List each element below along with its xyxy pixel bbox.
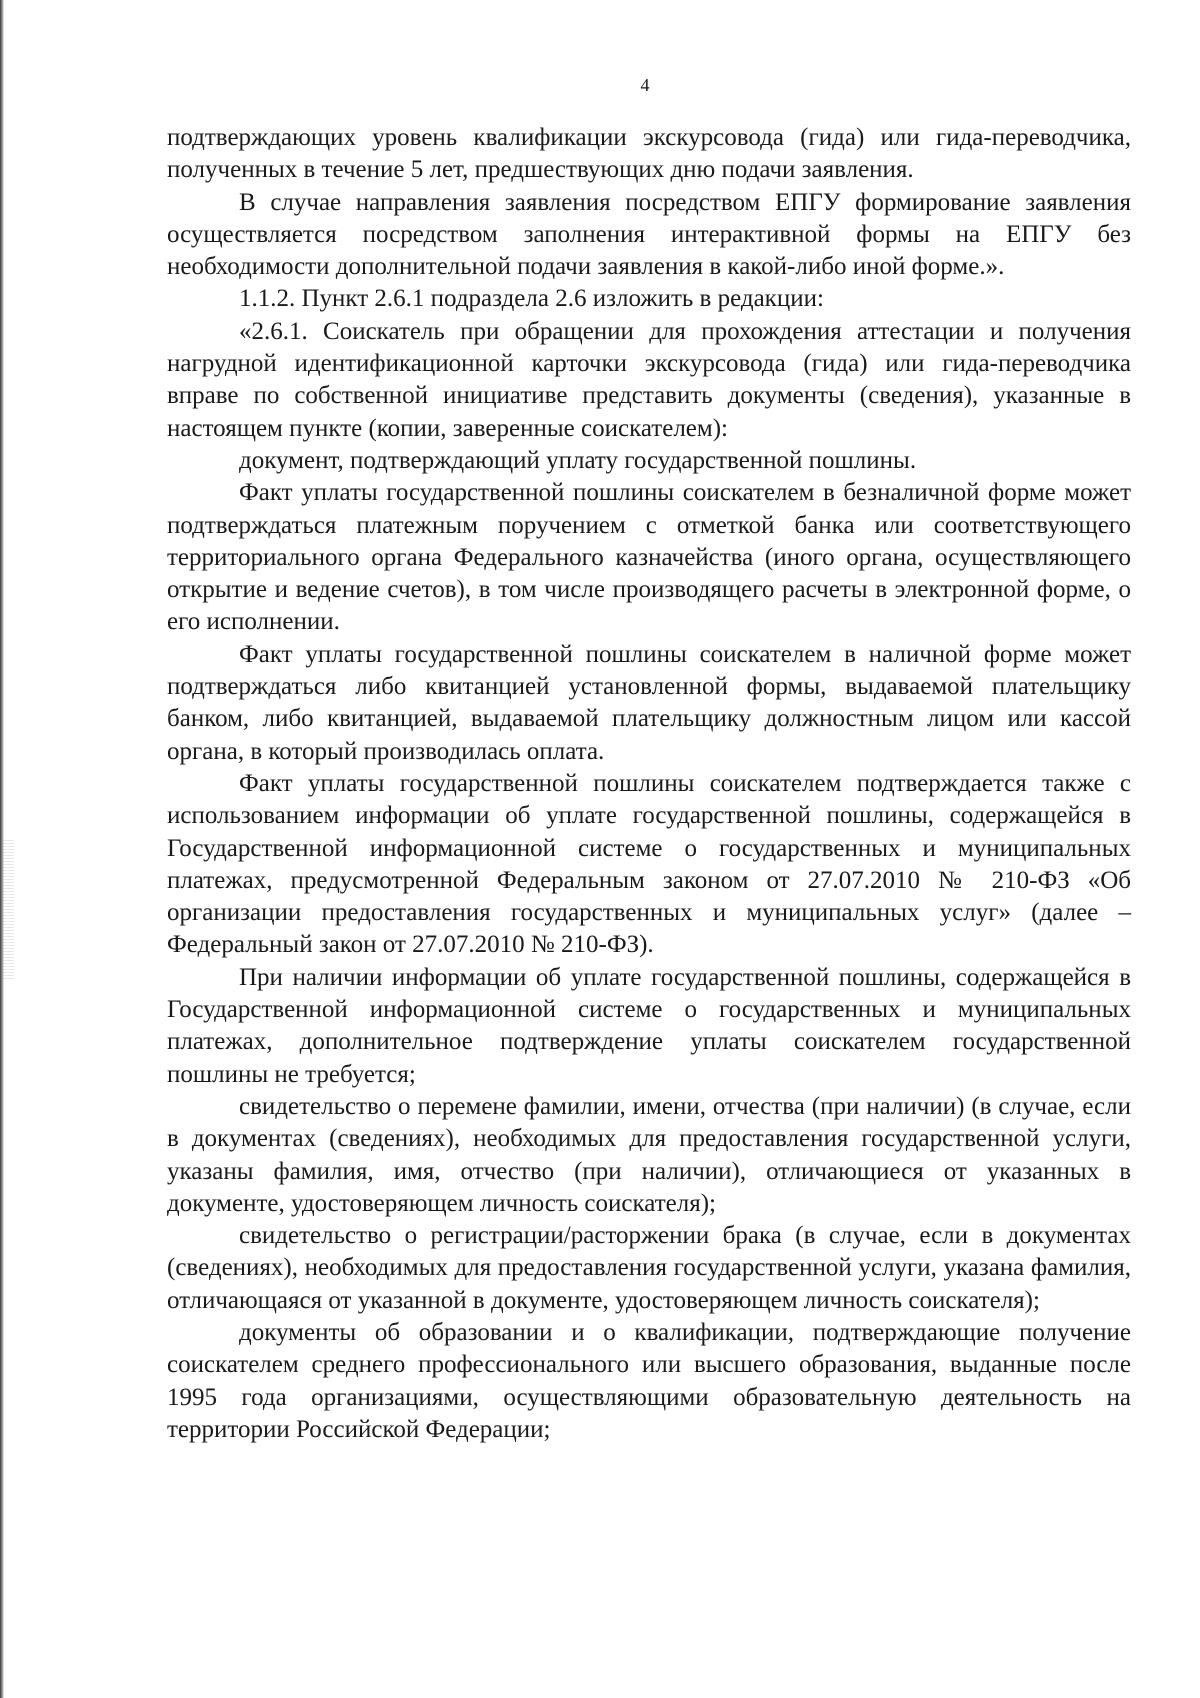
page-number: 4	[640, 75, 650, 95]
paragraph-epgu-application: В случае направления заявления посредством ЕПГУ формирование заявления осуществляется посредством заполнения интерактивной формы на ЕПГУ без необходимости дополнительной подачи заявления в какой-либо иной форме.».	[167, 188, 1131, 281]
paragraph-cashless-payment: Факт уплаты государственной пошлины соискателем в безналичной форме может подтверждаться платежным поручением с отметкой банка или соответствующего территориального органа Федерального казначейства (иного органа, осуществляющего открытие и ведение счетов), в том числе производящего расчеты в электронной форме, о его исполнении.	[167, 479, 1131, 636]
paragraph-marriage-certificate: свидетельство о регистрации/расторжении брака (в случае, если в документах (сведениях), необходимых для предоставления государственной услуги, указана фамилия, отличающаяся от указанной в документе, удостоверяющем личность соискателя);	[167, 1222, 1131, 1314]
paragraph-education-documents: документы об образовании и о квалификации, подтверждающие получение соискателем среднего профессионального или высшего образования, выданные после 1995 года организациями, осуществляющими образовательную деятельность на территории Российской Федерации;	[167, 1318, 1131, 1443]
paragraph-clause-1-1-2: 1.1.2. Пункт 2.6.1 подраздела 2.6 изложить в редакции:	[239, 285, 824, 313]
paragraph-cash-payment: Факт уплаты государственной пошлины соискателем в наличной форме может подтверждаться либо квитанцией установленной формы, выдаваемой плательщику банком, либо квитанцией, выдаваемой плательщику должностным лицом или кассой органа, в который производилась оплата.	[167, 640, 1131, 765]
paragraph-no-extra-confirmation: При наличии информации об уплате государственной пошлины, содержащейся в Государственной информационной системе о государственных и муниципальных платежах, дополнительное подтверждение уплаты соискателем государственной пошлины не требуется;	[167, 963, 1131, 1088]
paragraph-fee-document: документ, подтверждающий уплату государственной пошлины.	[239, 446, 917, 474]
paragraph-name-change-certificate: свидетельство о перемене фамилии, имени, отчества (при наличии) (в случае, если в документах (сведениях), необходимых для предоставления государственной услуги, указаны фамилия, имя, отчество (при наличии), отличающиеся от указанных в документе, удостоверяющем личность соискателя);	[167, 1092, 1131, 1217]
document-body	[167, 122, 1131, 1446]
paragraph-clause-2-6-1: «2.6.1. Соискатель при обращении для прохождения аттестации и получения нагрудной идентификационной карточки экскурсовода (гида) или гида-переводчика вправе по собственной инициативе представить документы (сведения), указанные в настоящем пункте (копии, заверенные соискателем):	[167, 317, 1131, 442]
paragraph-gis-payment-info: Факт уплаты государственной пошлины соискателем подтверждается также с использованием информации об уплате государственной пошлины, содержащейся в Государственной информационной системе о государственных и муниципальных платежах, предусмотренной Федеральным законом от 27.07.2010 № 210-ФЗ «Об организации предоставления государственных и муниципальных услуг» (далее – Федеральный закон от 27.07.2010 № 210-ФЗ).	[167, 769, 1131, 959]
scan-artifact	[0, 840, 14, 980]
paragraph-continuation: подтверждающих уровень квалификации экскурсовода (гида) или гида-переводчика, полученных в течение 5 лет, предшествующих дню подачи заявления.	[167, 124, 1131, 184]
